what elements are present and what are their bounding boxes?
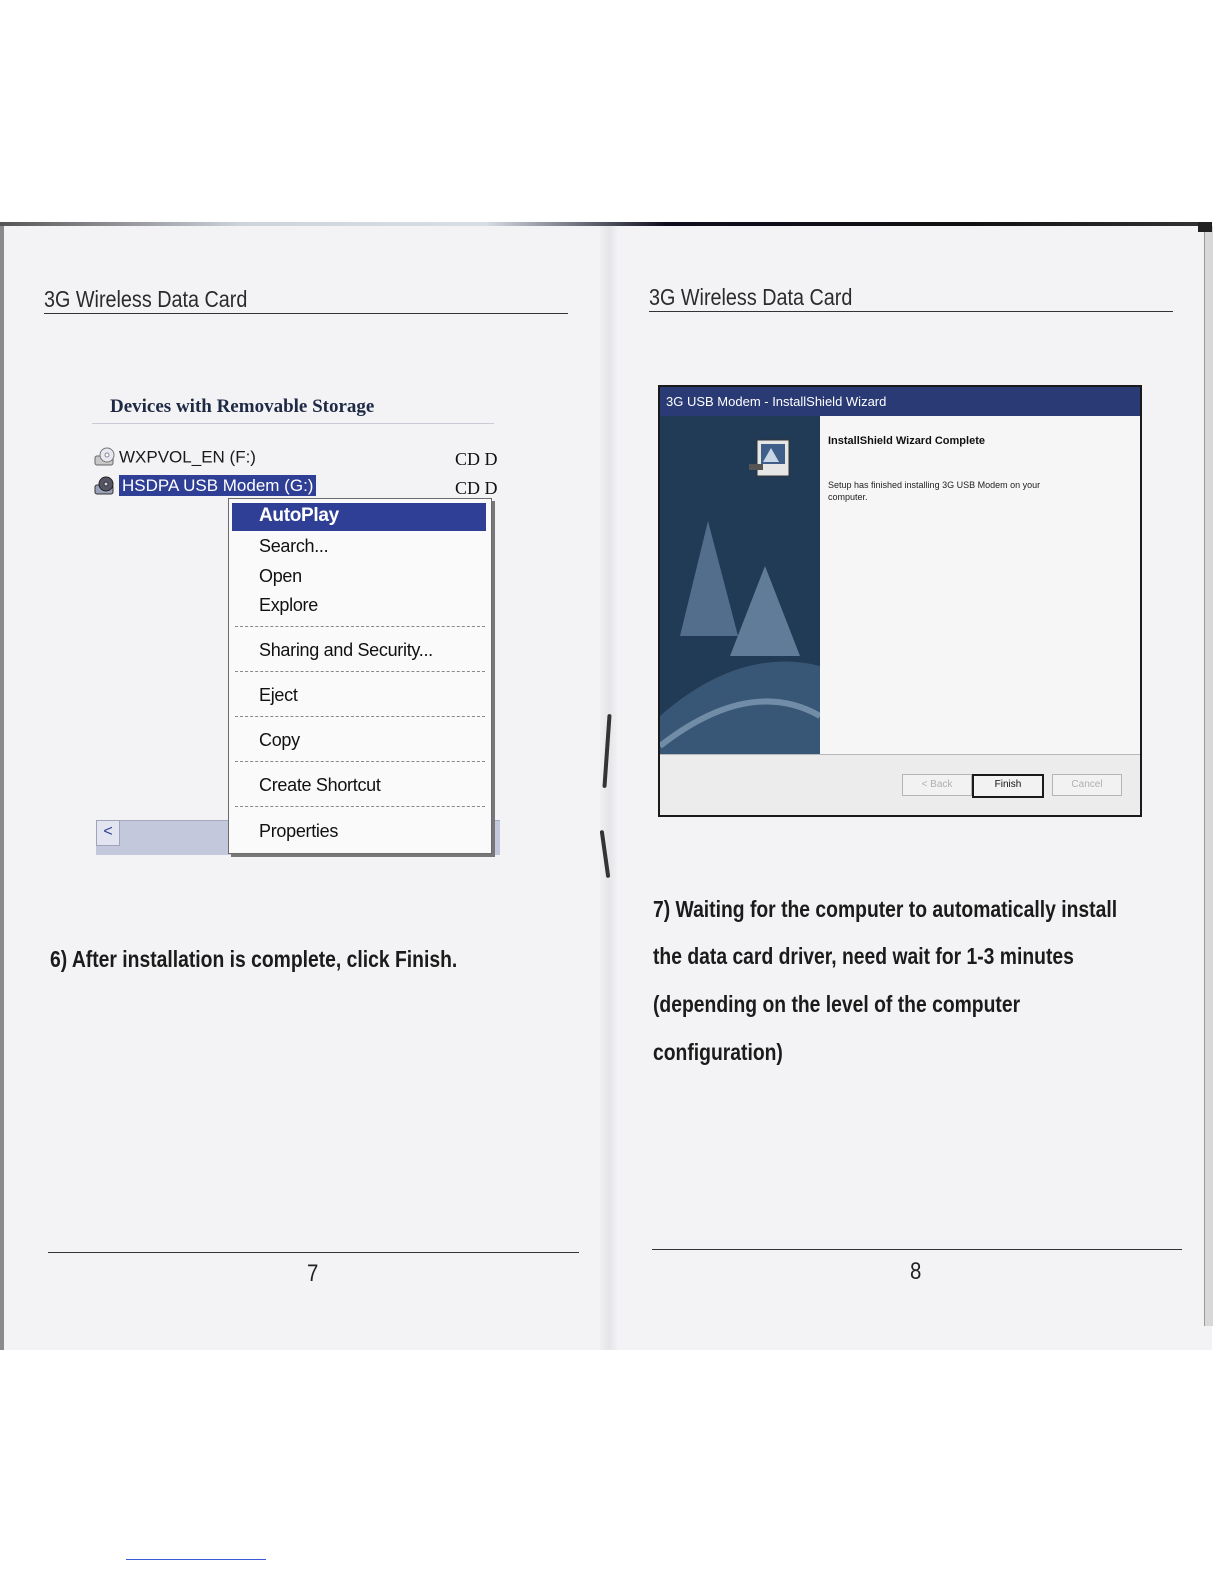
- drive-label: WXPVOL_EN (F:): [119, 447, 256, 467]
- page-corner: [1198, 222, 1212, 232]
- menu-item-properties[interactable]: Properties: [259, 821, 339, 841]
- back-button[interactable]: < Back: [902, 774, 972, 796]
- page-number-right: 8: [910, 1258, 922, 1285]
- menu-item-eject[interactable]: Eject: [259, 685, 298, 705]
- menu-item-sharing-security[interactable]: Sharing and Security...: [259, 640, 433, 660]
- wizard-message: Setup has finished installing 3G USB Modem on your computer.: [828, 480, 1041, 502]
- scroll-left-button[interactable]: <: [96, 820, 120, 846]
- page-right-edge: [1204, 226, 1213, 1326]
- drive-item-hsdpa[interactable]: [94, 476, 316, 498]
- devices-section-title: Devices with Removable Storage: [110, 396, 375, 417]
- drive-type-tag: CD D: [455, 478, 498, 498]
- page-number-left: 7: [307, 1260, 319, 1287]
- wizard-side-banner: [660, 416, 820, 754]
- menu-item-create-shortcut[interactable]: Create Shortcut: [259, 775, 381, 795]
- menu-item-autoplay[interactable]: AutoPlay: [259, 505, 339, 526]
- context-menu: [228, 498, 492, 854]
- step-6-text: 6) After installation is complete, click Finish.: [50, 946, 458, 972]
- step-7-line-4: configuration): [653, 1039, 783, 1065]
- step-7-line-2: the data card driver, need wait for 1-3 minutes: [653, 943, 1074, 969]
- drive-label: HSDPA USB Modem (G:): [119, 475, 316, 496]
- menu-separator: [235, 626, 485, 627]
- right-page-header: 3G Wireless Data Card: [649, 284, 853, 310]
- menu-item-open[interactable]: Open: [259, 566, 302, 586]
- wizard-banner-graphic: [660, 416, 820, 754]
- menu-separator: [235, 716, 485, 717]
- right-footer-rule: [652, 1249, 1182, 1250]
- scan-edge-line: [126, 1559, 266, 1560]
- step-7-line-3: (depending on the level of the computer: [653, 991, 1021, 1017]
- modem-drive-icon: [94, 476, 116, 498]
- menu-separator: [235, 671, 485, 672]
- left-footer-rule: [48, 1252, 579, 1253]
- finish-button[interactable]: Finish: [972, 774, 1044, 798]
- wizard-title-bar: 3G USB Modem - InstallShield Wizard: [660, 387, 1140, 416]
- drive-item-wxpvol[interactable]: [94, 447, 256, 469]
- step-7-line-1: 7) Waiting for the computer to automatically install: [653, 896, 1118, 922]
- installshield-wizard-window: [658, 385, 1142, 817]
- left-page-header: 3G Wireless Data Card: [44, 286, 248, 312]
- book-gutter: [600, 226, 618, 1350]
- installer-computer-icon: [749, 436, 795, 482]
- left-header-rule: [44, 313, 568, 314]
- section-divider: [92, 423, 494, 424]
- menu-item-explore[interactable]: Explore: [259, 595, 318, 615]
- right-header-rule: [649, 311, 1173, 312]
- page-left-edge: [0, 226, 4, 1350]
- wizard-button-bar: [660, 754, 1140, 816]
- menu-item-copy[interactable]: Copy: [259, 730, 300, 750]
- drive-type-tag: CD D: [455, 449, 498, 469]
- wizard-heading: InstallShield Wizard Complete: [828, 435, 985, 447]
- menu-separator: [235, 761, 485, 762]
- cd-drive-icon: [94, 447, 116, 469]
- cancel-button[interactable]: Cancel: [1052, 774, 1122, 796]
- menu-separator: [235, 806, 485, 807]
- menu-item-search[interactable]: Search...: [259, 536, 329, 556]
